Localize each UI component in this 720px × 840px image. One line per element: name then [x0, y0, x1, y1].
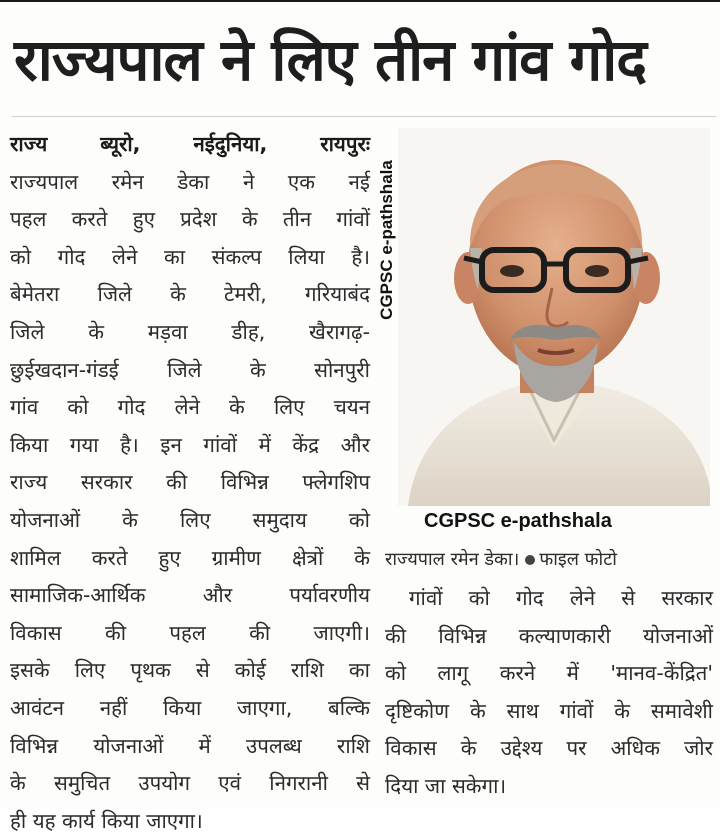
article-line: गांवों को गोद लेने से सरकार [409, 586, 713, 610]
portrait-illustration [398, 128, 710, 506]
article-line: बेमेतरा जिले के टेमरी, गरियाबंद [10, 282, 370, 307]
article-line: इसके लिए पृथक से कोई राशि का [10, 658, 370, 683]
article-line: को गोद लेने का संकल्प लिया है। [10, 244, 370, 269]
bullet-icon [525, 555, 535, 565]
article-line: विभिन्न योजनाओं में उपलब्ध राशि [10, 733, 370, 758]
vertical-watermark-text: CGPSC e-pathshala [377, 160, 396, 320]
article-left-column [10, 126, 370, 833]
article-right-column [385, 580, 713, 806]
top-border [0, 0, 720, 2]
article-line: आवंटन नहीं किया जाएगा, बल्कि [10, 695, 370, 720]
dateline: राज्य ब्यूरो, नईदुनिया, रायपुरः [10, 132, 370, 156]
caption-credit: फाइल फोटो [539, 549, 617, 570]
article-line: गांव को गोद लेने के लिए चयन [10, 395, 370, 420]
article-line: विकास की पहल की जाएगी। [10, 620, 370, 645]
article-line: को लागू करने में 'मानव-केंद्रित' [385, 661, 713, 686]
article-line: राज्यपाल रमेन डेका ने एक नई [10, 169, 370, 194]
article-line: विकास के उद्देश्य पर अधिक जोर [385, 736, 713, 761]
article-line: सामाजिक-आर्थिक और पर्यावरणीय [10, 583, 370, 608]
portrait-photo [398, 128, 710, 506]
photo-caption [385, 542, 715, 578]
article-line: किया गया है। इन गांवों में केंद्र और [10, 432, 370, 457]
article-line: जिले के मड़वा डीह, खैरागढ़- [10, 319, 370, 344]
article-line: छुईखदान-गंडई जिले के सोनपुरी [10, 357, 370, 382]
article-line: दिया जा सकेगा। [385, 773, 507, 798]
article-line: ही यह कार्य किया जाएगा। [10, 808, 203, 833]
caption-name: राज्यपाल रमेन डेका। [385, 549, 520, 570]
article-line: शामिल करते हुए ग्रामीण क्षेत्रों के [10, 545, 370, 570]
article-line: योजनाओं के लिए समुदाय को [10, 507, 370, 532]
headline-divider [12, 116, 716, 117]
article-line: की विभिन्न कल्याणकारी योजनाओं [385, 623, 713, 648]
article-line: राज्य सरकार की विभिन्न फ्लेगशिप [10, 470, 370, 495]
headline: राज्यपाल ने लिए तीन गांव गोद [14, 26, 647, 94]
article-line: के समुचित उपयोग एवं निगरानी से [10, 771, 370, 796]
photo-watermark: CGPSC e-pathshala [424, 510, 612, 532]
article-line: दृष्टिकोण के साथ गांवों के समावेशी [385, 698, 713, 723]
article-line: पहल करते हुए प्रदेश के तीन गांवों [10, 207, 370, 232]
